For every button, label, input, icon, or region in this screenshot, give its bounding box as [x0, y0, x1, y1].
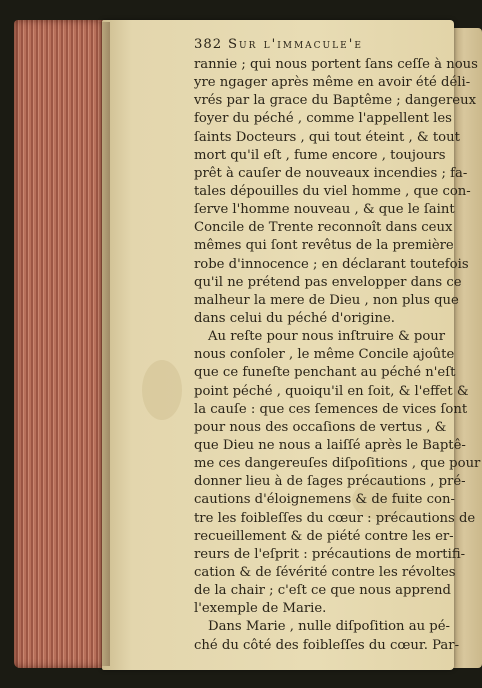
text-line: Concile de Trente reconnoît dans ceux — [194, 220, 453, 236]
text-line: nous conſoler , le même Concile ajoûte — [194, 347, 455, 363]
text-line: que Dieu ne nous a laiſſé après le Baptê- — [194, 437, 466, 453]
text-line: vrés par la grace du Baptême ; dangereux — [194, 93, 477, 109]
text-line: pour nous des occaſions de vertus , & — [194, 419, 447, 435]
page-number: 382 — [194, 37, 223, 52]
text-line: reurs de l'eſprit : précautions de mortifi- — [194, 546, 466, 562]
text-line: malheur la mere de Dieu , non plus que — [194, 292, 459, 308]
text-line: donner lieu à de ſages précautions , pré- — [194, 474, 466, 490]
text-line: rannie ; qui nous portent ſans ceſſe à nous — [194, 57, 478, 72]
page-header — [94, 34, 446, 56]
text-line: l'exemple de Marie. — [194, 601, 327, 617]
text-line: qu'il ne prétend pas envelopper dans ce — [194, 274, 462, 290]
running-head: Sur l'immacule'e — [228, 37, 363, 52]
paragraph-start-line: Dans Marie , nulle diſpoſition au pé- — [208, 619, 450, 635]
page-text — [94, 34, 481, 655]
text-line: tales dépouilles du viel homme , que con- — [194, 183, 471, 199]
text-line: robe d'innocence ; en déclarant toutefois — [194, 256, 469, 272]
text-line: mort qu'il eſt , fume encore , toujours — [194, 147, 446, 163]
text-line: mêmes qui ſont revêtus de la première — [194, 238, 454, 254]
text-line: cautions d'éloignemens & de fuite con- — [194, 492, 455, 508]
text-line: foyer du péché , comme l'appellent les — [194, 111, 452, 127]
text-line: yre ngager après même en avoir été déli- — [194, 75, 471, 91]
text-line: recueillement & de piété contre les er- — [194, 528, 454, 544]
text-line: dans celui du péché d'origine. — [194, 310, 395, 326]
text-line: ſerve l'homme nouveau , & que le ſaint — [194, 202, 455, 218]
facing-page-edge — [452, 28, 482, 668]
text-line: cation & de ſévérité contre les révoltes — [194, 564, 456, 580]
text-line: ché du côté des foibleſſes du cœur. Par- — [194, 637, 460, 653]
text-line: point péché , quoiqu'il en ſoit, & l'effet & — [194, 383, 469, 399]
text-line: tre les foibleſſes du cœur : précautions de — [194, 510, 476, 526]
paragraph-start-line: Au reſte pour nous inſtruire & pour — [208, 329, 446, 345]
text-line: prêt à cauſer de nouveaux incendies ; fa- — [194, 165, 468, 181]
text-line: la cauſe : que ces ſemences de vices ſont — [194, 401, 468, 417]
text-line: de la chair ; c'eſt ce que nous apprend — [194, 583, 451, 599]
text-line: que ce funeſte penchant au péché n'eſt — [194, 365, 456, 381]
text-line: ſaints Docteurs , qui tout éteint , & tout — [194, 129, 460, 145]
text-line: me ces dangereuſes diſpoſitions , que pour — [194, 456, 481, 472]
